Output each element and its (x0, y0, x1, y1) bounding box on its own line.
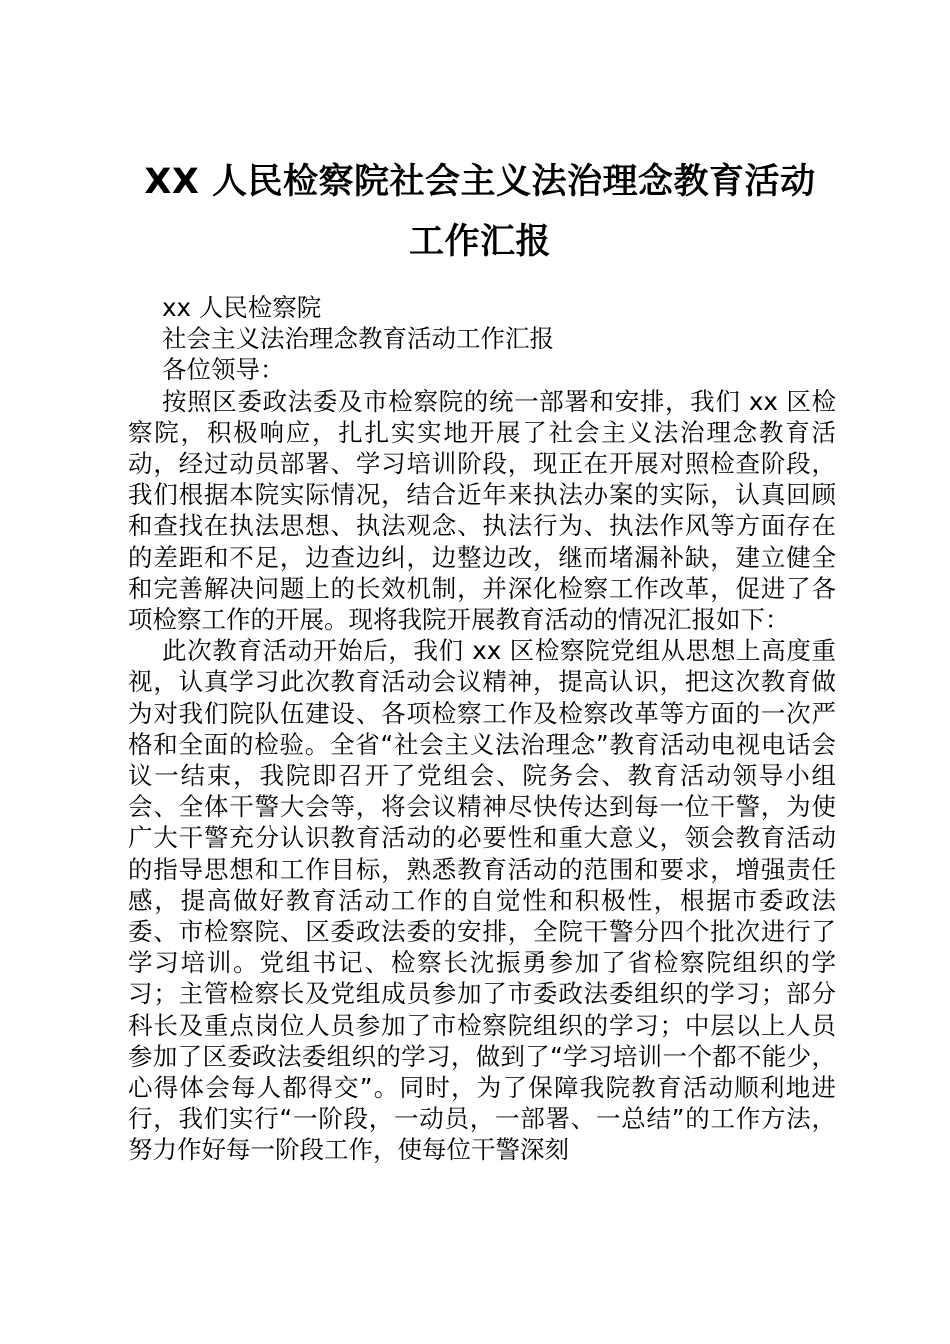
paragraph: 此次教育活动开始后，我们 xx 区检察院党组从思想上高度重视，认真学习此次教育活动会议精神，提高认识，把这次教育做为对我们院队伍建设、各项检察工作及检察改革等方面的一次严格和全面的检验。全省“社会主义法治理念”教育活动电视电话会议一结束，我院即召开了党组会、院务会、教育活动领导小组会、全体干警大会等，将会议精神尽快传达到每一位干警，为使广大干警充分认识教育活动的必要性和重大意义，领会教育活动的指导思想和工作目标，熟悉教育活动的范围和要求，增强责任感，提高做好教育活动工作的自觉性和积极性，根据市委政法委、市检察院、区委政法委的安排，全院干警分四个批次进行了学习培训。党组书记、检察长沈振勇参加了省检察院组织的学习；主管检察长及党组成员参加了市委政法委组织的学习；部分科长及重点岗位人员参加了市检察院组织的学习；中层以上人员参加了区委政法委组织的学习，做到了“学习培训一个都不能少，心得体会每人都得交”。同时，为了保障我院教育活动顺利地进行，我们实行“一阶段，一动员，一部署、一总结”的工作方法，努力作好每一阶段工作，使每位干警深刻 (128, 636, 836, 1165)
document-body (128, 292, 836, 1166)
paragraph: 按照区委政法委及市检察院的统一部署和安排，我们 xx 区检察院，积极响应，扎扎实实地开展了社会主义法治理念教育活动，经过动员部署、学习培训阶段，现正在开展对照检查阶段，我们根据本院实际情况，结合近年来执法办案的实际，认真回顾和查找在执法思想、执法观念、执法行为、执法作风等方面存在的差距和不足，边查边纠，边整边改，继而堵漏补缺，建立健全和完善解决问题上的长效机制，并深化检察工作改革，促进了各项检察工作的开展。现将我院开展教育活动的情况汇报如下： (128, 386, 836, 635)
header-line-report-name: 社会主义法治理念教育活动工作汇报 (162, 324, 554, 354)
header-line-organization: xx 人民检察院 (162, 293, 322, 322)
salutation: 各位领导： (162, 355, 285, 385)
document-title: XX 人民检察院社会主义法治理念教育活动工作汇报 (144, 162, 816, 262)
